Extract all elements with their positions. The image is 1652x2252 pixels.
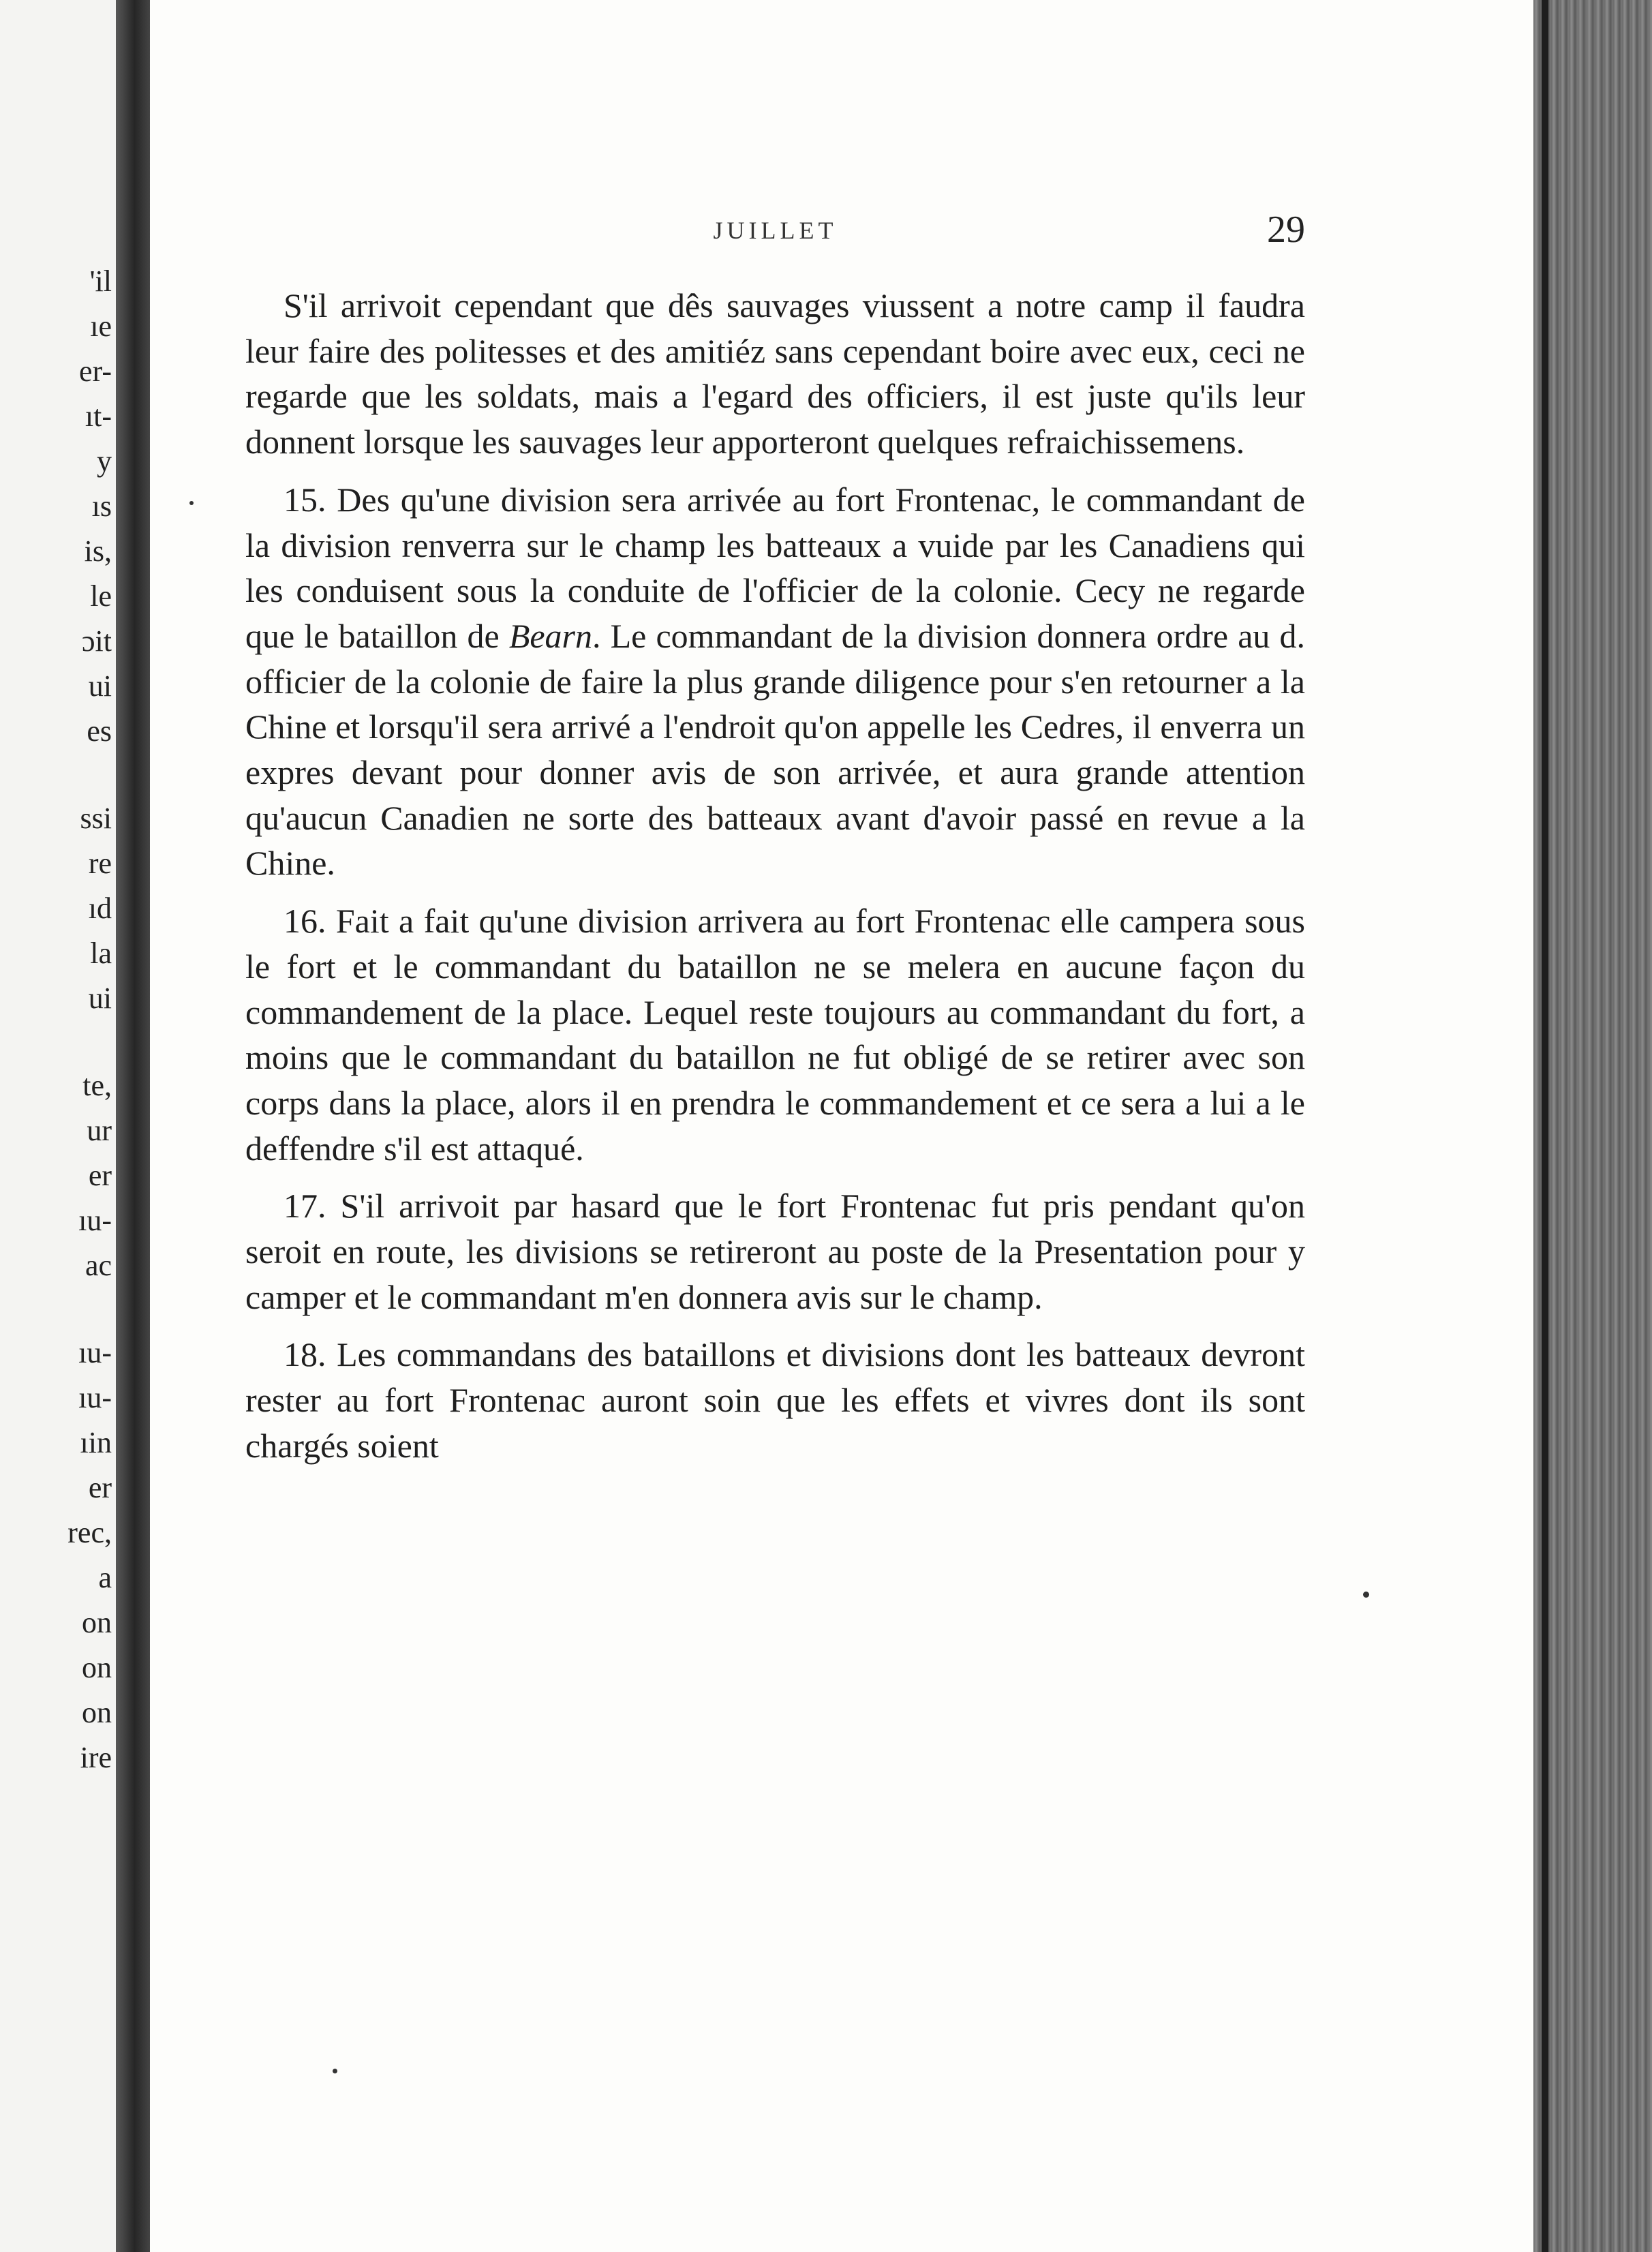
left-page-fragment: es	[87, 714, 112, 748]
left-page-fragment: la	[90, 937, 112, 970]
paragraph-15-text-a: 15. Des qu'une division sera arrivée au fort Frontenac, le commandant de la division renverra sur le champ les batteaux a vuide par les Canadiens qui les conduisent sous la conduite de l'officier de la colonie. Cecy ne regarde que le bataillon de	[245, 480, 1305, 655]
page-stack-shadow	[1542, 0, 1548, 2252]
left-page-fragment: er	[88, 1159, 112, 1192]
left-page-fragment: re	[88, 847, 112, 880]
italic-bearn: Bearn	[508, 616, 593, 655]
left-page-fragment: er	[88, 1471, 112, 1504]
left-page-fragment: ıin	[80, 1426, 112, 1459]
left-page-fragment: a	[98, 1561, 112, 1594]
left-page-fragment: er-	[79, 354, 112, 388]
page-stack-edge	[1533, 0, 1652, 2252]
fragment-gap	[67, 1021, 112, 1063]
page-header	[245, 208, 1305, 256]
left-page-fragment: ıd	[88, 892, 112, 925]
left-page-fragment: ire	[80, 1741, 112, 1774]
scan-speck	[333, 2069, 337, 2073]
left-page-fragment: y	[97, 444, 112, 478]
left-facing-page	[0, 0, 116, 2252]
left-page-fragment: ssi	[80, 802, 112, 835]
fragment-gap	[67, 1288, 112, 1330]
scan-speck	[1363, 1592, 1369, 1598]
page-number: 29	[1267, 209, 1305, 251]
left-page-fragment: ıs	[91, 489, 112, 523]
book-gutter	[116, 0, 150, 2252]
left-page-fragment: ıu-	[78, 1381, 112, 1414]
paragraph-17: 17. S'il arrivoit par hasard que le fort Frontenac fut pris pendant qu'on seroit en route, les divisions se retireront au poste de la Presentation pour y camper et le commandant m'en donnera avis sur le champ.	[245, 1187, 1305, 1316]
left-page-text-fragments	[67, 259, 112, 1780]
left-page-fragment: ur	[87, 1114, 112, 1147]
left-page-fragment: rec,	[67, 1516, 112, 1549]
running-title: JUILLET	[713, 217, 838, 244]
left-page-fragment: ui	[88, 982, 112, 1015]
left-page-fragment: le	[90, 579, 112, 613]
left-page-fragment: ıu-	[78, 1336, 112, 1369]
left-page-fragment: on	[82, 1606, 112, 1639]
book-page	[150, 0, 1533, 2252]
left-page-fragment: ıt-	[85, 399, 112, 433]
paragraph-18: 18. Les commandans des bataillons et divisions dont les batteaux devront rester au fort Frontenac auront soin que les effets et vivres dont ils sont chargés soient	[245, 1335, 1305, 1465]
paragraph-16: 16. Fait a fait qu'une division arrivera au fort Frontenac elle campera sous le fort et le commandant du bataillon ne se melera en aucune façon du commandement de la place. Lequel reste toujours au commandant du fort, a moins que le commandant du bataillon ne fut obligé de se retirer avec son corps dans la place, alors il en prendra le commandement et ce sera a lui a le deffendre s'il est attaqué.	[245, 902, 1305, 1168]
left-page-fragment: is,	[84, 534, 112, 568]
left-page-fragment: ac	[85, 1249, 112, 1282]
left-page-fragment: on	[82, 1651, 112, 1684]
left-page-fragment: ui	[88, 669, 112, 703]
paragraph-15	[245, 477, 1305, 886]
left-page-fragment: ɔit	[82, 624, 112, 658]
paragraph-intro: S'il arrivoit cependant que dês sauvages viussent a notre camp il faudra leur faire des politesses et des amitiéz sans cependant boire avec eux, ceci ne regarde que les soldats, mais a l'egard des officiers, il est juste qu'ils leur donnent lorsque les sauvages leur apporteront quelques refraichissemens.	[245, 286, 1305, 461]
paragraph-15-text-b: . Le commandant de la division donnera ordre au d. officier de la colonie de faire la plus grande diligence pour s'en retourner a la Chine et lorsqu'il sera arrivé a l'endroit qu'on appelle les Cedres, il enverra un expres devant pour donner avis de son arrivée, et aura grande attention qu'aucun Canadien ne sorte des batteaux avant d'avoir passé en revue a la Chine.	[245, 616, 1305, 883]
left-page-fragment: 'il	[89, 264, 112, 298]
page-body	[245, 283, 1305, 1481]
left-page-fragment: ıu-	[78, 1204, 112, 1237]
left-page-fragment: ıe	[90, 309, 112, 343]
left-page-fragment: te,	[82, 1069, 112, 1102]
fragment-gap	[67, 754, 112, 796]
left-page-fragment: on	[82, 1696, 112, 1729]
scan-speck	[189, 501, 194, 505]
